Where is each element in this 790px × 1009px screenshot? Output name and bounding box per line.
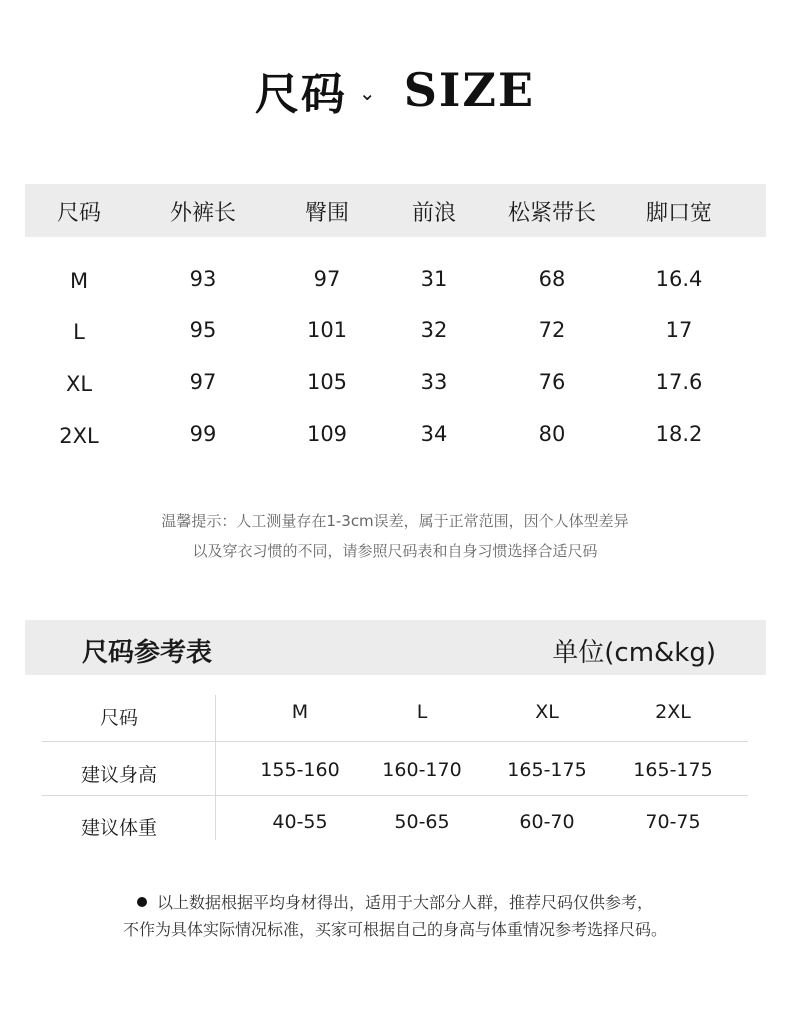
table-cell: 建议身高 <box>80 764 158 786</box>
table-cell: 99 <box>189 422 217 446</box>
table-cell: 165-175 <box>633 759 713 781</box>
table-cell: 60-70 <box>519 811 575 833</box>
table-cell: 18.2 <box>655 422 703 446</box>
footer-text-1: 以上数据根据平均身材得出，适用于大部分人群，推荐尺码仅供参考， <box>156 893 653 912</box>
measurement-note-line2: 以及穿衣习惯的不同，请参照尺码表和自身习惯选择合适尺码 <box>192 542 598 560</box>
table-cell: 93 <box>189 267 217 291</box>
table-cell: L <box>73 320 85 344</box>
ref-header-xl: XL <box>535 701 559 723</box>
table-cell: 97 <box>189 370 217 394</box>
table-cell: M <box>69 269 89 293</box>
table-divider <box>215 695 216 840</box>
table-cell: 17 <box>665 318 693 342</box>
chevron-down-icon: ⌄ <box>358 81 376 105</box>
table-cell: 32 <box>420 318 448 342</box>
table-cell: 97 <box>313 267 341 291</box>
table-divider <box>42 795 748 796</box>
ref-table-unit: 单位(cm&kg) <box>552 638 716 668</box>
table-cell: 101 <box>306 318 348 342</box>
bullet-icon <box>137 897 147 907</box>
ref-header-2xl: 2XL <box>655 701 691 723</box>
table-cell: 31 <box>420 267 448 291</box>
measurement-note-line1: 温馨提示：人工测量存在1-3cm误差，属于正常范围，因个人体型差异 <box>161 512 629 530</box>
header-leg-opening: 脚口宽 <box>645 201 713 226</box>
table-cell: 160-170 <box>382 759 462 781</box>
table-cell: 33 <box>420 370 448 394</box>
table-cell: 建议体重 <box>80 817 158 839</box>
table-cell: 68 <box>538 267 566 291</box>
table-cell: 2XL <box>59 424 99 448</box>
table-cell: 17.6 <box>655 370 703 394</box>
ref-table-header <box>25 620 766 675</box>
table-cell: 76 <box>538 370 566 394</box>
table-cell: 70-75 <box>645 811 701 833</box>
table-cell: 72 <box>538 318 566 342</box>
ref-table-title: 尺码参考表 <box>82 638 213 668</box>
ref-header-l: L <box>416 701 428 723</box>
ref-header-size: 尺码 <box>99 707 139 729</box>
table-cell: 155-160 <box>260 759 340 781</box>
size-table-header <box>25 184 766 237</box>
footer-note-line2: 不作为具体实际情况标准，买家可根据自己的身高与体重情况参考选择尺码。 <box>122 920 667 939</box>
table-cell: 40-55 <box>272 811 328 833</box>
table-cell: 80 <box>538 422 566 446</box>
table-cell: 95 <box>189 318 217 342</box>
page-title <box>0 50 790 130</box>
table-cell: 50-65 <box>394 811 450 833</box>
table-cell: 105 <box>306 370 348 394</box>
ref-header-m: M <box>291 701 309 723</box>
header-hip: 臀围 <box>304 201 350 226</box>
header-waistband: 松紧带长 <box>507 201 597 226</box>
table-cell: 165-175 <box>507 759 587 781</box>
footer-note-line1 <box>0 890 790 913</box>
header-front-rise: 前浪 <box>411 201 457 226</box>
title-cn: 尺码 <box>254 69 347 120</box>
table-divider <box>42 741 748 742</box>
title-en: SIZE <box>403 63 536 117</box>
header-size: 尺码 <box>56 201 102 226</box>
table-cell: 109 <box>306 422 348 446</box>
header-outer-length: 外裤长 <box>169 201 237 226</box>
table-cell: XL <box>65 372 93 396</box>
table-cell: 16.4 <box>655 267 703 291</box>
table-cell: 34 <box>420 422 448 446</box>
